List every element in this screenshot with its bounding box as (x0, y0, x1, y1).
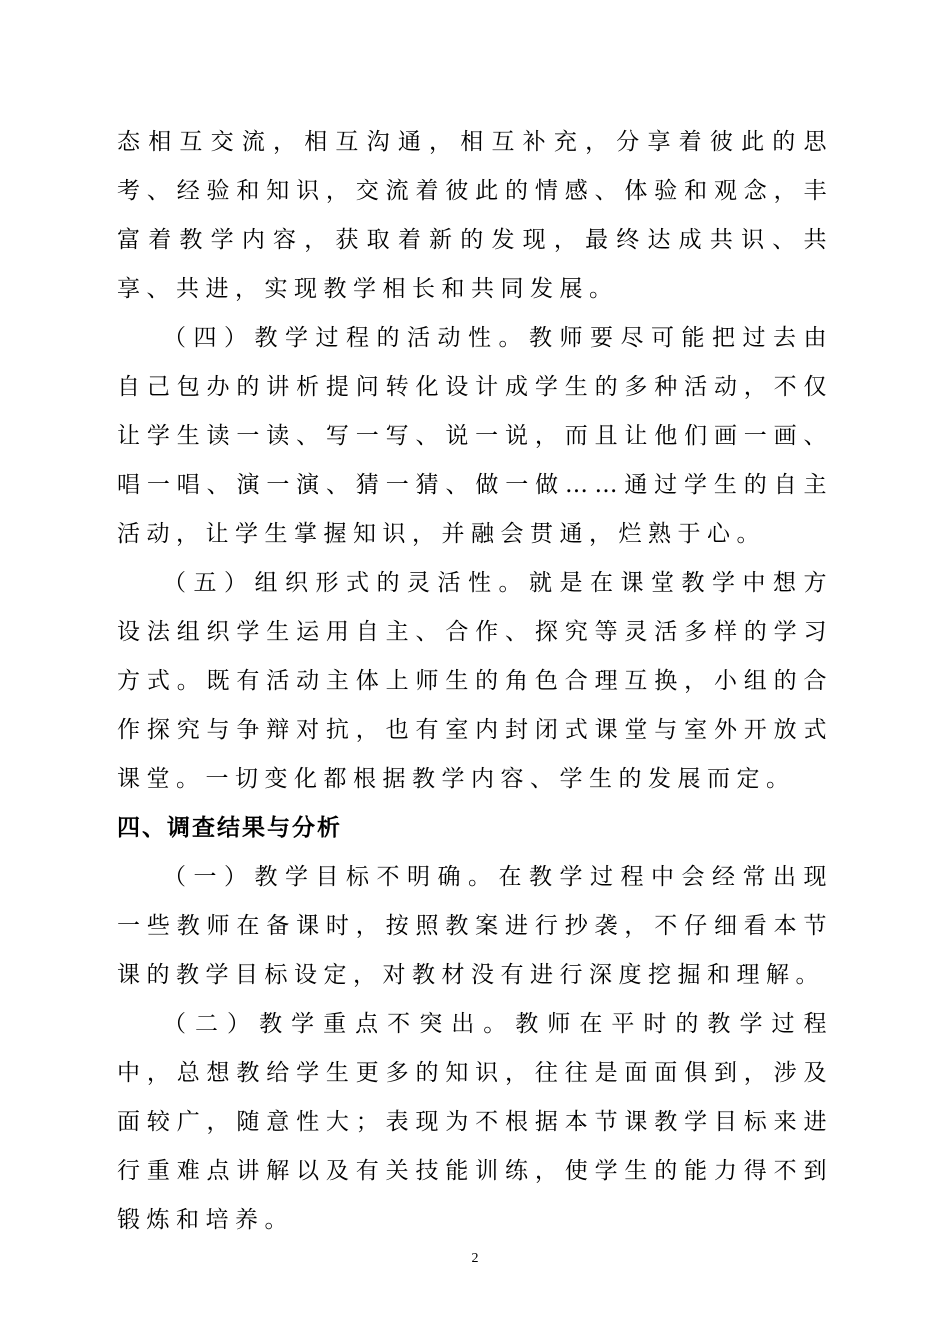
paragraph-activity: （四）教学过程的活动性。教师要尽可能把过去由自己包办的讲析提问转化设计成学生的多种活动，不仅让学生读一读、写一写、说一说，而且让他们画一画、唱一唱、演一演、猜一猜、做一做……通过学生的自主活动，让学生掌握知识，并融会贯通，烂熟于心。 (117, 325, 833, 547)
section-heading: 四、调查结果与分析 (117, 815, 342, 841)
continuation-paragraph: 态相互交流，相互沟通，相互补充，分享着彼此的思考、经验和知识，交流着彼此的情感、体验和观念，丰富着教学内容，获取着新的发现，最终达成共识、共享、共进，实现教学相长和共同发展。 (117, 129, 833, 302)
page-number: 2 (471, 1251, 479, 1266)
document-body (117, 118, 833, 1245)
paragraph-flexibility: （五）组织形式的灵活性。就是在课堂教学中想方设法组织学生运用自主、合作、探究等灵活多样的学习方式。既有活动主体上师生的角色合理互换，小组的合作探究与争辩对抗，也有室内封闭式课堂与室外开放式课堂。一切变化都根据教学内容、学生的发展而定。 (117, 570, 833, 792)
paragraph-key-points: （二）教学重点不突出。教师在平时的教学过程中，总想教给学生更多的知识，往往是面面俱到，涉及面较广，随意性大；表现为不根据本节课教学目标来进行重难点讲解以及有关技能训练，使学生的能力得不到锻炼和培养。 (117, 1011, 833, 1233)
paragraph-objectives: （一）教学目标不明确。在教学过程中会经常出现一些教师在备课时，按照教案进行抄袭，不仔细看本节课的教学目标设定，对教材没有进行深度挖掘和理解。 (117, 864, 833, 988)
